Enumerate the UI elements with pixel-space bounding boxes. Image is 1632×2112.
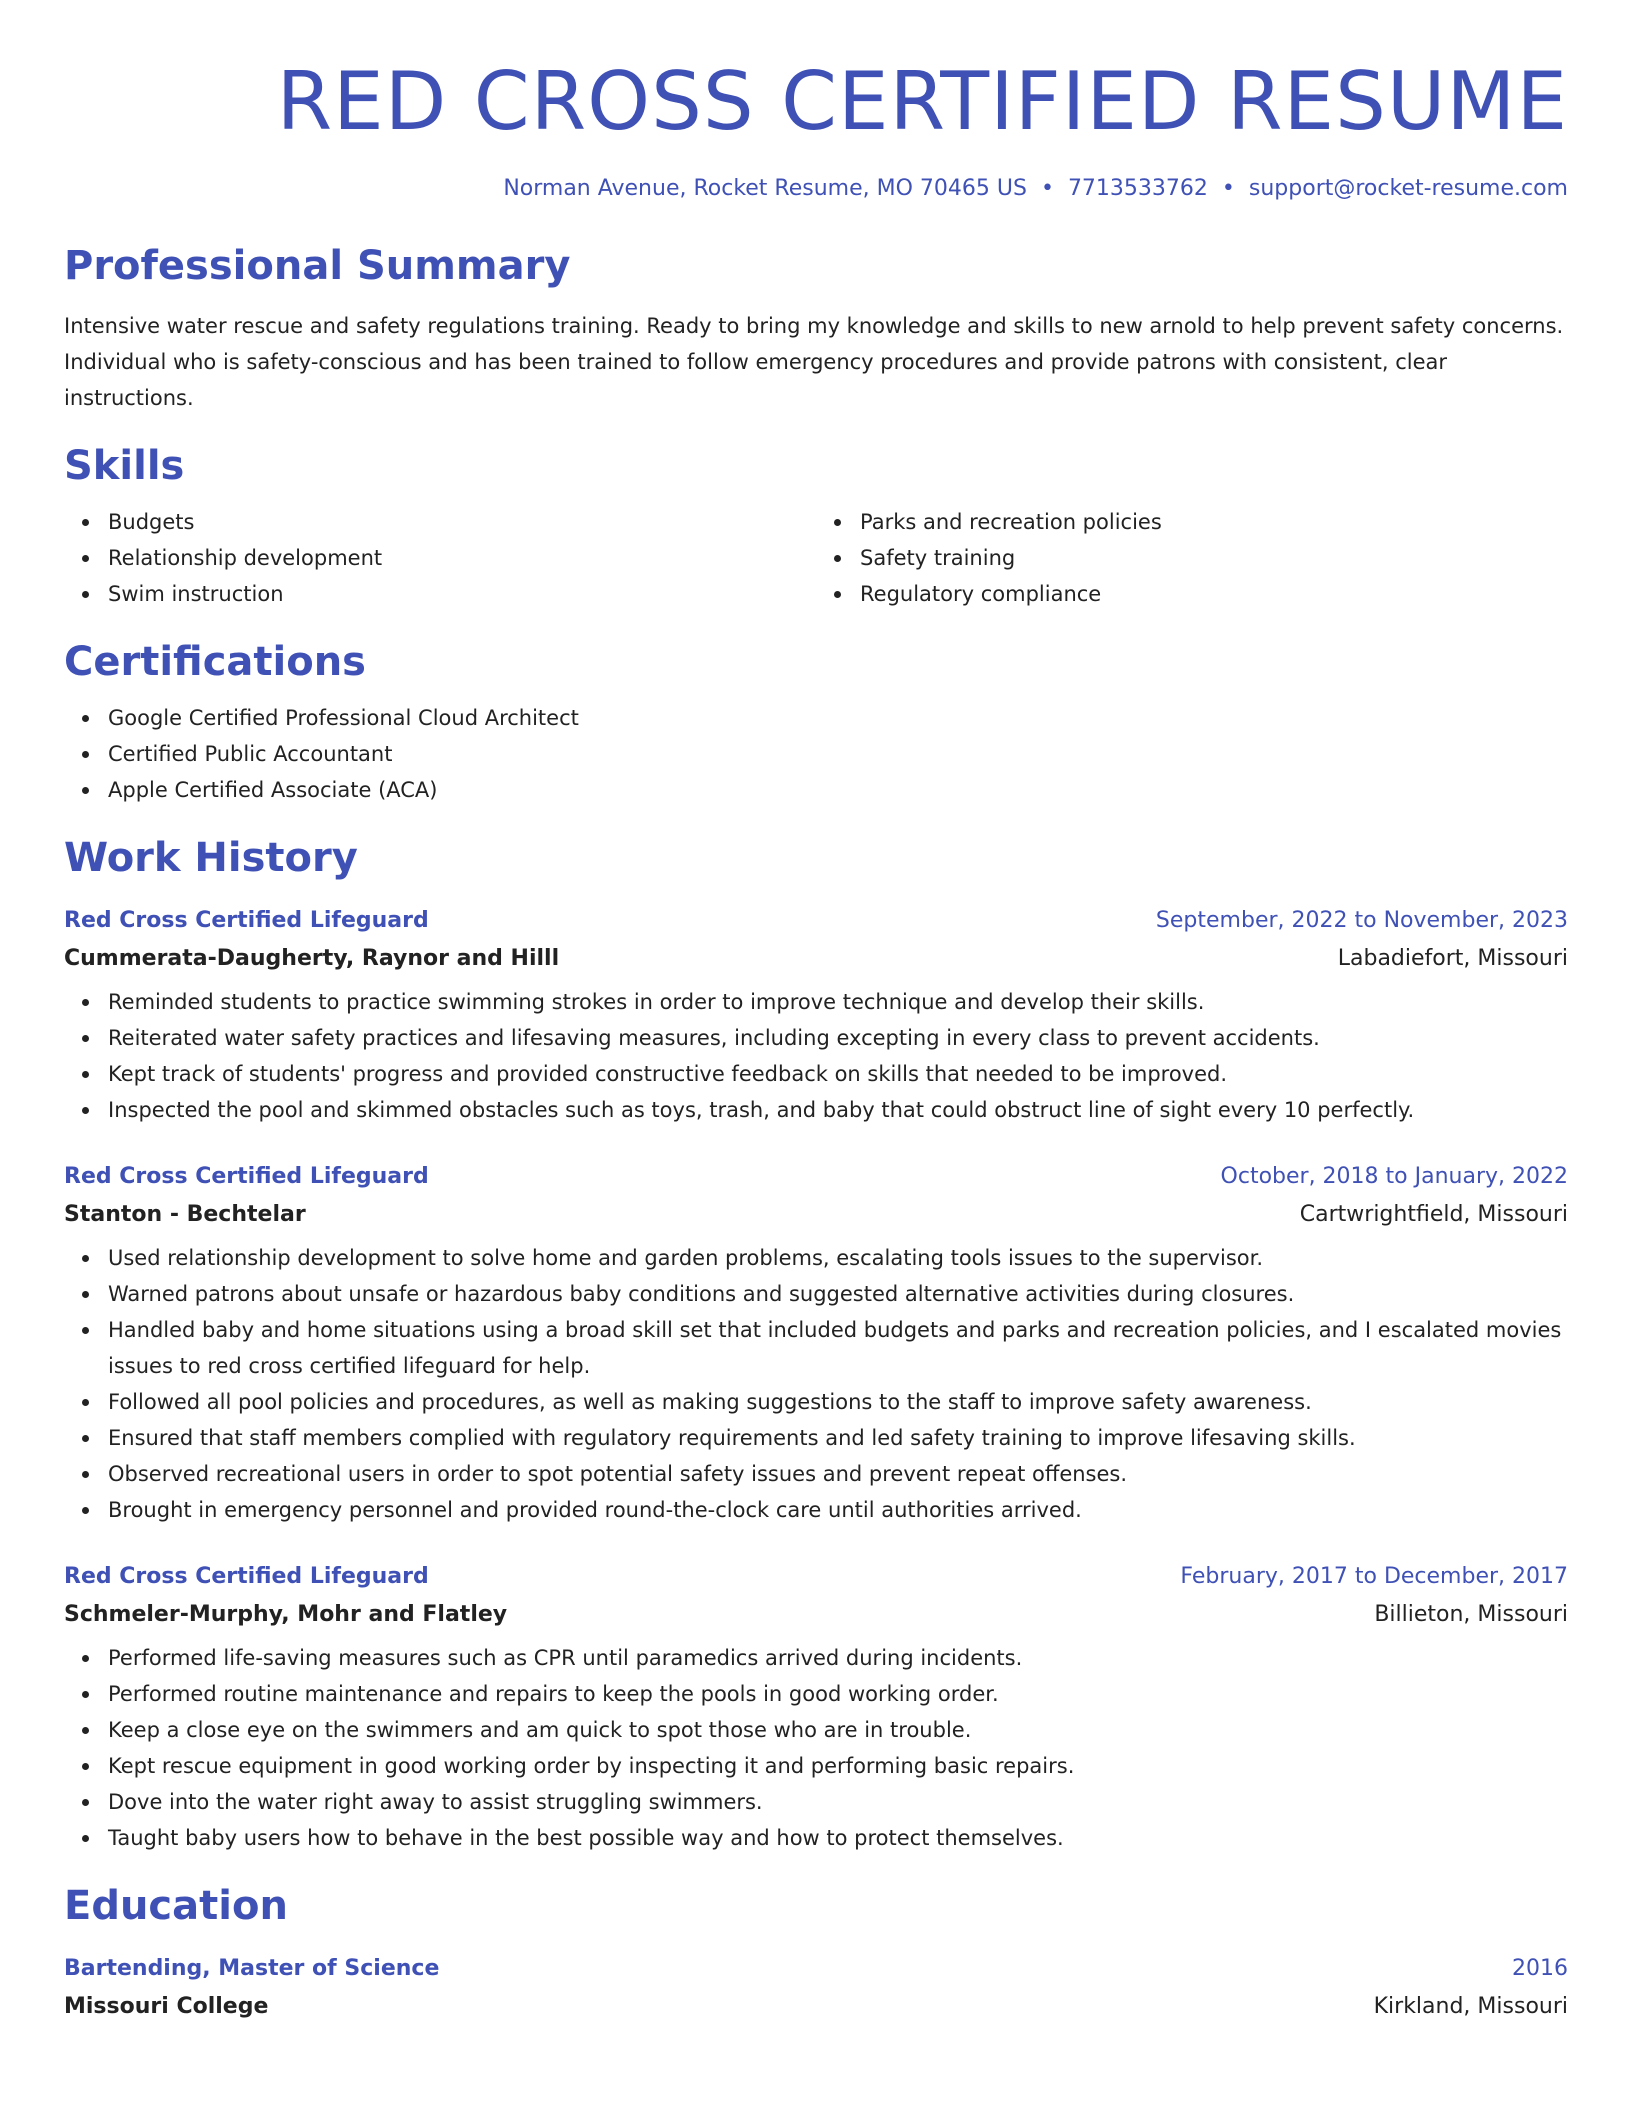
education-heading: Education: [64, 1883, 288, 1929]
certification-item: Apple Certified Associate (ACA): [108, 772, 1568, 808]
job-duty-item: Observed recreational users in order to spot potential safety issues and prevent repeat offenses.: [108, 1456, 1568, 1492]
job-duties-list: [64, 984, 1568, 1128]
contact-separator: •: [1040, 176, 1054, 201]
resume-title: RED CROSS CERTIFIED RESUME: [276, 55, 1568, 148]
job-company: Cummerata-Daugherty, Raynor and Hilll: [64, 946, 560, 971]
skill-item: Safety training: [860, 540, 1568, 576]
job-company: Schmeler-Murphy, Mohr and Flatley: [64, 1602, 508, 1627]
job-duty-item: Performed life-saving measures such as CPR until paramedics arrived during incidents.: [108, 1640, 1568, 1676]
job-title: Red Cross Certified Lifeguard: [64, 1164, 429, 1189]
education-year: 2016: [1512, 1956, 1568, 1981]
job-company: Stanton - Bechtelar: [64, 1202, 306, 1227]
contact-email[interactable]: support@rocket-resume.com: [1248, 176, 1568, 201]
contact-phone: 7713533762: [1067, 176, 1208, 201]
job-entry: [64, 1558, 1568, 1856]
education-entry: [64, 1950, 1568, 2026]
job-duty-item: Inspected the pool and skimmed obstacles such as toys, trash, and baby that could obstruct line of sight every 10 perfectly.: [108, 1092, 1568, 1128]
job-duty-item: Taught baby users how to behave in the best possible way and how to protect themselves.: [108, 1820, 1568, 1856]
job-company-row: [64, 1596, 1568, 1634]
skill-item: Relationship development: [108, 540, 816, 576]
job-entry: [64, 902, 1568, 1128]
job-title: Red Cross Certified Lifeguard: [64, 1564, 429, 1589]
work-history-heading: Work History: [64, 835, 358, 881]
job-duty-item: Dove into the water right away to assist struggling swimmers.: [108, 1784, 1568, 1820]
job-duties-list: [64, 1240, 1568, 1528]
certifications-list: [64, 700, 1568, 808]
job-duty-item: Performed routine maintenance and repairs to keep the pools in good working order.: [108, 1676, 1568, 1712]
certification-item: Certified Public Accountant: [108, 736, 1568, 772]
job-duty-item: Kept rescue equipment in good working order by inspecting it and performing basic repairs.: [108, 1748, 1568, 1784]
education-section: [64, 1878, 1568, 2026]
job-duty-item: Warned patrons about unsafe or hazardous baby conditions and suggested alternative activities during closures.: [108, 1276, 1568, 1312]
skills-list-left: [64, 504, 816, 612]
skills-heading: Skills: [64, 443, 185, 489]
job-duty-item: Brought in emergency personnel and provided round-the-clock care until authorities arrived.: [108, 1492, 1568, 1528]
job-duties-list: [64, 1640, 1568, 1856]
skill-item: Swim instruction: [108, 576, 816, 612]
skill-item: Budgets: [108, 504, 816, 540]
education-school-row: [64, 1988, 1568, 2026]
job-company-row: [64, 940, 1568, 978]
education-header-row: [64, 1950, 1568, 1988]
job-company-row: [64, 1196, 1568, 1234]
job-location: Cartwrightfield, Missouri: [1299, 1202, 1568, 1227]
job-duty-item: Ensured that staff members complied with regulatory requirements and led safety training to improve lifesaving skills.: [108, 1420, 1568, 1456]
job-duty-item: Followed all pool policies and procedures, as well as making suggestions to the staff to improve safety awareness.: [108, 1384, 1568, 1420]
job-duty-item: Reiterated water safety practices and lifesaving measures, including excepting in every class to prevent accidents.: [108, 1020, 1568, 1056]
job-title: Red Cross Certified Lifeguard: [64, 908, 429, 933]
job-header-row: [64, 1558, 1568, 1596]
job-duty-item: Used relationship development to solve home and garden problems, escalating tools issues to the supervisor.: [108, 1240, 1568, 1276]
summary-section: [64, 238, 1568, 416]
contact-line: [64, 174, 1568, 204]
job-location: Billieton, Missouri: [1374, 1602, 1568, 1627]
certifications-heading: Certifications: [64, 639, 366, 685]
skill-item: Parks and recreation policies: [860, 504, 1568, 540]
education-degree: Bartending, Master of Science: [64, 1956, 440, 1981]
job-header-row: [64, 902, 1568, 940]
job-entry: [64, 1158, 1568, 1528]
certifications-section: [64, 634, 1568, 808]
skills-grid: [64, 494, 1568, 612]
resume-page: [64, 0, 1568, 2026]
contact-separator: •: [1221, 176, 1235, 201]
job-duty-item: Reminded students to practice swimming strokes in order to improve technique and develop their skills.: [108, 984, 1568, 1020]
job-location: Labadiefort, Missouri: [1337, 946, 1568, 971]
job-duty-item: Handled baby and home situations using a broad skill set that included budgets and parks and recreation policies, and I escalated movies issues to red cross certified lifeguard for help.: [108, 1312, 1568, 1384]
job-dates: October, 2018 to January, 2022: [1220, 1164, 1568, 1189]
work-history-section: [64, 830, 1568, 1856]
skills-section: [64, 438, 1568, 612]
certification-item: Google Certified Professional Cloud Architect: [108, 700, 1568, 736]
job-dates: September, 2022 to November, 2023: [1155, 908, 1568, 933]
skills-list-right: [816, 504, 1568, 612]
job-duty-item: Kept track of students' progress and provided constructive feedback on skills that needed to be improved.: [108, 1056, 1568, 1092]
contact-address: Norman Avenue, Rocket Resume, MO 70465 US: [503, 176, 1027, 201]
summary-text: Intensive water rescue and safety regulations training. Ready to bring my knowledge and skills to new arnold to help prevent safety concerns. Individual who is safety-conscious and has been trained to follow emergency procedures and provide patrons with consistent, clear instructions.: [64, 314, 1564, 410]
job-dates: February, 2017 to December, 2017: [1180, 1564, 1568, 1589]
job-header-row: [64, 1158, 1568, 1196]
education-school: Missouri College: [64, 1994, 269, 2019]
skill-item: Regulatory compliance: [860, 576, 1568, 612]
job-duty-item: Keep a close eye on the swimmers and am quick to spot those who are in trouble.: [108, 1712, 1568, 1748]
education-location: Kirkland, Missouri: [1373, 1994, 1568, 2019]
summary-heading: Professional Summary: [64, 243, 571, 289]
